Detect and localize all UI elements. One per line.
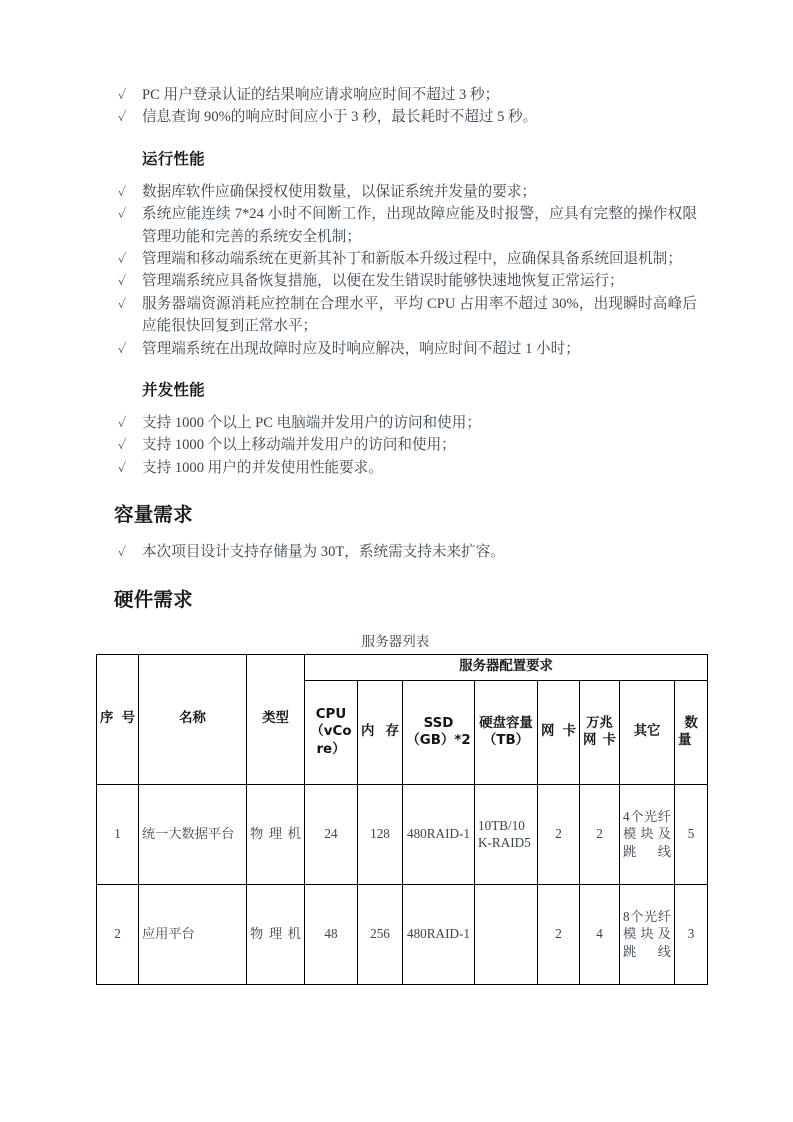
cell-cpu: 48: [305, 884, 358, 984]
check-icon: ✓: [118, 415, 127, 431]
list-item-text: PC 用户登录认证的结果响应请求响应时间不超过 3 秒；: [142, 87, 500, 103]
cell-cpu: 24: [305, 784, 358, 884]
cell-memory: 128: [358, 784, 403, 884]
table-row: [97, 784, 708, 884]
check-icon: ✓: [118, 183, 127, 199]
list-item-text: 支持 1000 个以上 PC 电脑端并发用户的访问和使用；: [142, 415, 481, 432]
cell-quantity: 5: [675, 784, 708, 884]
col-header-name: 名称: [139, 654, 247, 784]
list-item-text: 信息查询 90%的响应时间应小于 3 秒，最长耗时不超过 5 秒。: [142, 109, 538, 126]
col-header-seq: 序号: [97, 654, 139, 784]
cell-other: 4个光纤模块及跳线: [620, 784, 675, 884]
section-heading-hardware-requirements: 硬件需求: [114, 587, 193, 611]
list-item: [96, 293, 697, 338]
cell-seq: 2: [97, 884, 139, 984]
cell-ssd: 480RAID-1: [403, 784, 475, 884]
table-header: [97, 654, 708, 784]
list-item: [96, 434, 697, 456]
list-item-text: 本次项目设计支持存储量为 30T，系统需支持未来扩容。: [142, 544, 505, 561]
cell-name: 统一大数据平台: [139, 784, 247, 884]
col-header-disk-capacity: 硬盘容量（TB）: [475, 680, 538, 784]
col-header-ssd: SSD（GB）*2: [403, 680, 475, 784]
server-list-table: [96, 654, 708, 985]
table-header-group-row: [97, 654, 708, 680]
check-icon: ✓: [118, 544, 127, 560]
list-item-text: 管理端系统应具备恢复措施，以便在发生错误时能够快速地恢复正常运行；: [142, 273, 624, 290]
cell-seq: 1: [97, 784, 139, 884]
section-heading-capacity-requirements: 容量需求: [114, 503, 193, 527]
bullet-list-concurrency-performance: [96, 412, 697, 479]
list-item-text: 支持 1000 个以上移动端并发用户的访问和使用；: [142, 437, 456, 454]
list-item: [96, 203, 697, 248]
list-item: [96, 412, 697, 434]
cell-nic: 2: [538, 784, 580, 884]
bullet-list-response-time: [96, 84, 697, 129]
col-header-other: 其它: [620, 680, 675, 784]
check-icon: ✓: [118, 251, 127, 267]
table-caption: 服务器列表: [361, 633, 430, 649]
bullet-list-runtime-performance: [96, 181, 697, 360]
cell-name: 应用平台: [139, 884, 247, 984]
list-item: [96, 181, 697, 203]
check-icon: ✓: [118, 459, 127, 475]
check-icon: ✓: [118, 109, 127, 125]
cell-disk-capacity: [475, 884, 538, 984]
list-item-text: 支持 1000 用户的并发使用性能要求。: [142, 459, 383, 476]
table-body: [97, 784, 708, 984]
cell-quantity: 3: [675, 884, 708, 984]
col-header-type: 类型: [247, 654, 305, 784]
section-heading-runtime-performance: 运行性能: [142, 149, 205, 168]
list-item-text: 管理端和移动端系统在更新其补丁和新版本升级过程中，应确保具备系统回退机制；: [142, 251, 682, 268]
cell-type: 物理机: [247, 884, 305, 984]
list-item: [96, 84, 697, 106]
cell-nic-10g: 4: [580, 884, 620, 984]
col-header-nic: 网卡: [538, 680, 580, 784]
list-item: [96, 248, 697, 270]
list-item-text: 系统应能连续 7*24 小时不间断工作，出现故障应能及时报警，应具有完整的操作权限管理功能和完善的系统安全机制；: [142, 206, 697, 245]
cell-nic: 2: [538, 884, 580, 984]
col-header-memory: 内存: [358, 680, 403, 784]
list-item-text: 管理端系统在出现故障时应及时响应解决，响应时间不超过 1 小时；: [142, 340, 580, 357]
cell-nic-10g: 2: [580, 784, 620, 884]
col-header-group-server-config: 服务器配置要求: [305, 654, 708, 680]
list-item: [96, 270, 697, 292]
list-item: [96, 338, 697, 360]
cell-memory: 256: [358, 884, 403, 984]
table-row: [97, 884, 708, 984]
col-header-cpu: CPU（vCore）: [305, 680, 358, 784]
check-icon: ✓: [118, 295, 127, 311]
cell-ssd: 480RAID-1: [403, 884, 475, 984]
section-heading-concurrency-performance: 并发性能: [142, 381, 205, 400]
cell-type: 物理机: [247, 784, 305, 884]
cell-other: 8个光纤模块及跳线: [620, 884, 675, 984]
check-icon: ✓: [118, 437, 127, 453]
bullet-list-capacity-requirements: [96, 541, 697, 563]
list-item-text: 数据库软件应确保授权使用数量，以保证系统并发量的要求；: [142, 183, 537, 200]
check-icon: ✓: [118, 206, 127, 222]
list-item: [96, 106, 697, 128]
list-item: [96, 541, 697, 563]
check-icon: ✓: [118, 273, 127, 289]
col-header-nic-10g: 万兆网卡: [580, 680, 620, 784]
col-header-quantity: 数量: [675, 680, 708, 784]
check-icon: ✓: [118, 340, 127, 356]
list-item-text: 服务器端资源消耗应控制在合理水平，平均 CPU 占用率不超过 30%，出现瞬时高峰后应能很快回复到正常水平；: [142, 295, 697, 335]
check-icon: ✓: [118, 87, 127, 102]
cell-disk-capacity: 10TB/10K-RAID5: [475, 784, 538, 884]
list-item: [96, 457, 697, 479]
